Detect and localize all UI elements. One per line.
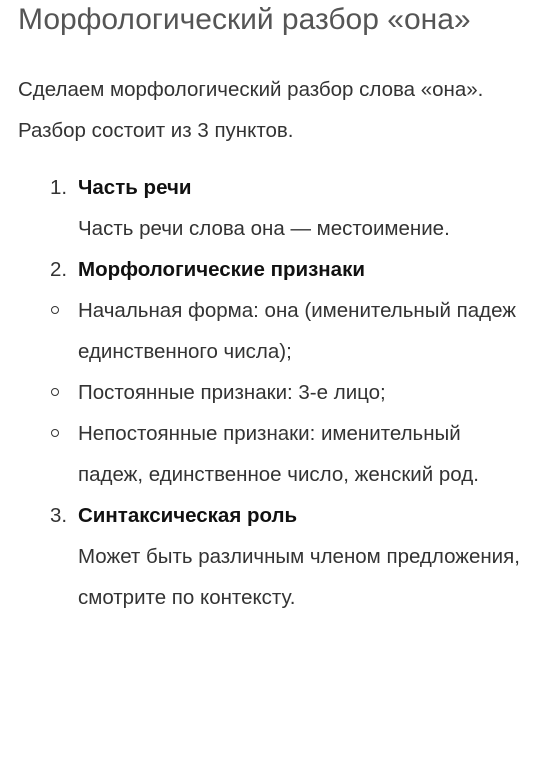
step-number: 3. bbox=[50, 504, 68, 527]
feature-text: Постоянные признаки: 3-е лицо; bbox=[78, 381, 386, 404]
features-container bbox=[18, 290, 523, 495]
step-part-of-speech bbox=[18, 167, 523, 249]
step-syntactic-role bbox=[18, 495, 523, 618]
step-heading: Часть речи bbox=[78, 176, 192, 199]
step-number: 1. bbox=[50, 176, 68, 199]
step-text: Часть речи слова она — местоимение. bbox=[78, 217, 450, 240]
step-heading: Синтаксическая роль bbox=[78, 504, 298, 527]
features-list bbox=[18, 290, 523, 495]
step-number: 2. bbox=[50, 258, 68, 281]
feature-constant bbox=[78, 372, 523, 413]
feature-text: Начальная форма: она (именительный падеж единственного числа); bbox=[78, 299, 516, 363]
circle-bullet-icon bbox=[51, 429, 59, 437]
step-morphological-features bbox=[18, 249, 523, 290]
page-title: Морфологический разбор «она» bbox=[18, 3, 471, 36]
intro-paragraph: Сделаем морфологический разбор слова «она». Разбор состоит из 3 пунктов. bbox=[18, 78, 484, 142]
circle-bullet-icon bbox=[51, 306, 59, 314]
feature-variable bbox=[78, 413, 523, 495]
feature-text: Непостоянные признаки: именительный падеж, единственное число, женский род. bbox=[78, 422, 479, 486]
analysis-steps-list bbox=[18, 167, 523, 618]
feature-initial-form bbox=[78, 290, 523, 372]
circle-bullet-icon bbox=[51, 388, 59, 396]
step-text: Может быть различным членом предложения, смотрите по контексту. bbox=[78, 545, 520, 609]
step-heading: Морфологические признаки bbox=[78, 258, 365, 281]
